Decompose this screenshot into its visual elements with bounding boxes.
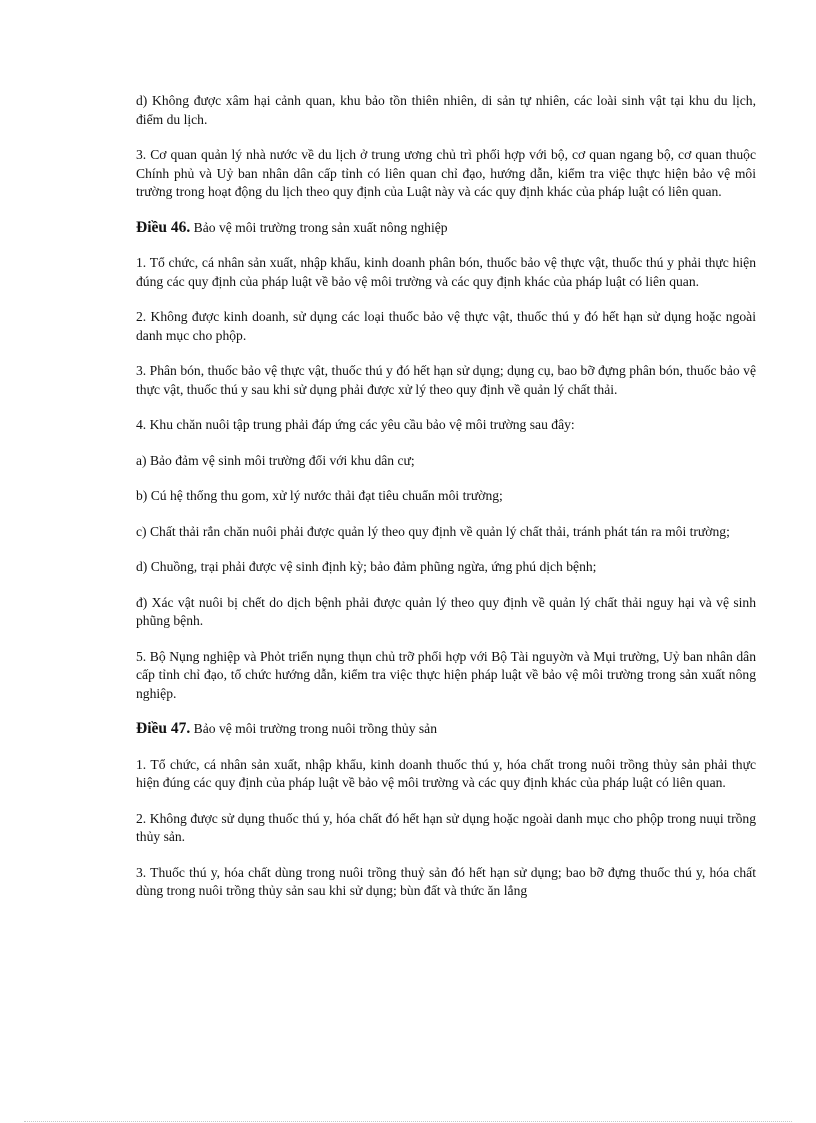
article-46-clause-2: 2. Không được kinh doanh, sử dụng các loại thuốc bảo vệ thực vật, thuốc thú y đó hết hạn sử dụng hoặc ngoài danh mục cho phộp. [136,309,756,343]
article-46-label: Điều 46. [136,218,191,236]
page-bottom-divider [24,1121,792,1122]
article-46-clause-1: 1. Tổ chức, cá nhân sản xuất, nhập khẩu, kinh doanh phân bón, thuốc bảo vệ thực vật, thuốc thú y phải thực hiện đúng các quy định của pháp luật về bảo vệ môi trường và các quy định khác của pháp luật có liên quan. [136,255,756,289]
article-46-title: Bảo vệ môi trường trong sản xuất nông nghiệp [193,219,448,235]
article-47-clause-1: 1. Tổ chức, cá nhân sản xuất, nhập khẩu, kinh doanh thuốc thú y, hóa chất trong nuôi trồng thủy sản phải thực hiện đúng các quy định của pháp luật về bảo vệ môi trường và các quy định khác của pháp luật có liên quan. [136,756,756,790]
article-46-clause-3: 3. Phân bón, thuốc bảo vệ thực vật, thuốc thú y đó hết hạn sử dụng; dụng cụ, bao bỡ đựng phân bón, thuốc bảo vệ thực vật, thuốc thú y sau khi sử dụng phải được xử lý theo quy định về quản lý chất thải. [136,363,756,397]
article-47-title: Bảo vệ môi trường trong nuôi trồng thủy sản [193,721,438,736]
article-47-label: Điều 47. [136,720,191,737]
article-47-heading [136,720,756,739]
paragraph-clause-3: 3. Cơ quan quản lý nhà nước về du lịch ở trung ương chủ trì phối hợp với bộ, cơ quan ngang bộ, cơ quan thuộc Chính phủ và Uỷ ban nhân dân cấp tỉnh có liên quan chỉ đạo, hướng dẫn, kiểm tra việc thực hiện bảo vệ môi trường trong hoạt động du lịch theo quy định của Luật này và các quy định khác của pháp luật có liên quan. [136,147,756,199]
article-46-clause-5: 5. Bộ Nụng nghiệp và Phỏt triển nụng thụn chủ trỡ phối hợp với Bộ Tài nguyờn và Mụi trường, Uỷ ban nhân dân cấp tỉnh chỉ đạo, tổ chức hướng dẫn, kiểm tra việc thực hiện pháp luật về bảo vệ môi trường trong sản xuất nông nghiệp. [136,648,756,701]
article-47-clause-2: 2. Không được sử dụng thuốc thú y, hóa chất đó hết hạn sử dụng hoặc ngoài danh mục cho phộp trong nuụi trồng thủy sản. [136,810,756,844]
article-46-heading [136,219,756,238]
article-46-clause-4: 4. Khu chăn nuôi tập trung phải đáp ứng các yêu cầu bảo vệ môi trường sau đây: [136,417,575,432]
article-47-clause-3: 3. Thuốc thú y, hóa chất dùng trong nuôi trồng thuỷ sản đó hết hạn sử dụng; bao bỡ đựng thuốc thú y, hóa chất dùng trong nuôi trồng thủy sản sau khi sử dụng; bùn đất và thức ăn lắng [136,864,756,898]
article-46-item-d: d) Chuồng, trại phải được vệ sinh định kỳ; bảo đảm phũng ngừa, ứng phú dịch bệnh; [136,559,597,574]
paragraph-item-d: d) Không được xâm hại cảnh quan, khu bảo tồn thiên nhiên, di sản tự nhiên, các loài sinh vật tại khu du lịch, điểm du lịch. [136,93,756,127]
document-page [136,92,756,918]
article-46-item-c: c) Chất thải rắn chăn nuôi phải được quản lý theo quy định về quản lý chất thải, tránh phát tán ra môi trường; [136,523,730,539]
article-46-item-dd: đ) Xác vật nuôi bị chết do dịch bệnh phải được quản lý theo quy định về quản lý chất thải nguy hại và vệ sinh phũng bệnh. [136,594,756,628]
article-46-item-b: b) Cú hệ thống thu gom, xử lý nước thải đạt tiêu chuẩn môi trường; [136,488,503,503]
article-46-item-a: a) Bảo đảm vệ sinh môi trường đối với khu dân cư; [136,452,415,468]
